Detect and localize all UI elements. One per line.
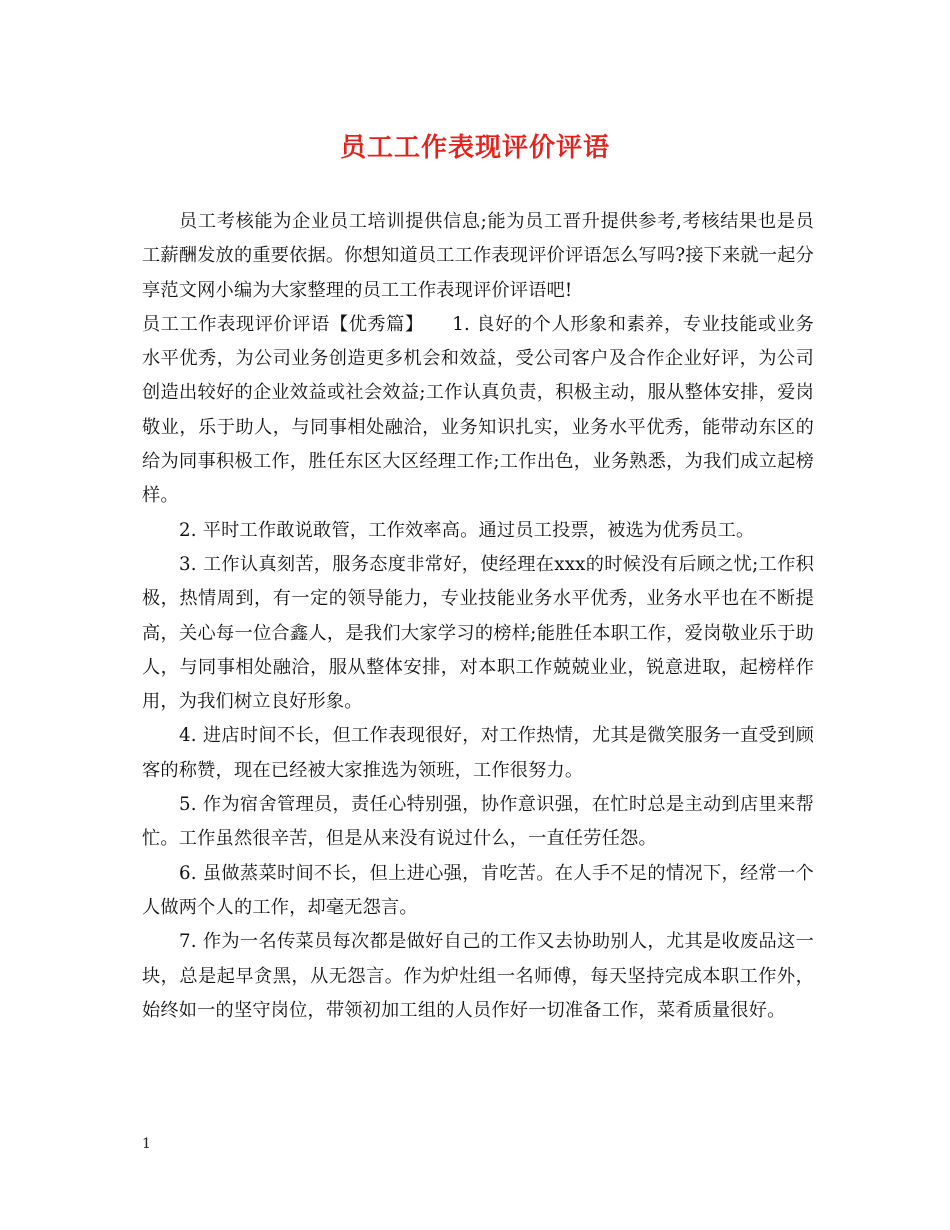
section-paragraph-1: 员工工作表现评价评语【优秀篇】 1. 良好的个人形象和素养，专业技能或业务水平优秀，为公司业务创造更多机会和效益，受公司客户及合作企业好评，为公司创造出较好的企业效益或社会效益;工作认真负责，积极主动，服从整体安排，爱岗敬业，乐于助人，与同事相处融洽，业务知识扎实，业务水平优秀，能带动东区的给为同事积极工作，胜任东区大区经理工作;工作出色，业务熟悉，为我们成立起榜样。 xyxy=(142,313,814,507)
section-paragraph-5: 5. 作为宿舍管理员，责任心特别强，协作意识强，在忙时总是主动到店里来帮忙。工作虽然很辛苦，但是从来没有说过什么，一直任劳任怨。 xyxy=(142,794,814,850)
intro-paragraph: 员工考核能为企业员工培训提供信息;能为员工晋升提供参考,考核结果也是员工薪酬发放的重要依据。你想知道员工工作表现评价评语怎么写吗?接下来就一起分享范文网小编为大家整理的员工工作表现评价评语吧! xyxy=(142,211,814,301)
page-number: 1 xyxy=(142,1136,151,1152)
section-paragraph-7: 7. 作为一名传菜员每次都是做好自己的工作又去协助别人，尤其是收废品这一块，总是起早贪黑，从无怨言。作为炉灶组一名师傅，每天坚持完成本职工作外，始终如一的坚守岗位，带领初加工组的人员作好一切准备工作，菜肴质量很好。 xyxy=(142,931,814,1021)
document-body xyxy=(142,205,814,1028)
document-title: 员工工作表现评价评语 xyxy=(339,133,610,163)
section-paragraph-6: 6. 虽做蒸菜时间不长，但上进心强，肯吃苦。在人手不足的情况下，经常一个人做两个人的工作，却毫无怨言。 xyxy=(142,862,814,918)
section-paragraph-3: 3. 工作认真刻苦，服务态度非常好，使经理在xxx的时候没有后顾之忧;工作积极，热情周到，有一定的领导能力，专业技能业务水平优秀，业务水平也在不断提高，关心每一位合鑫人，是我们大家学习的榜样;能胜任本职工作，爱岗敬业乐于助人，与同事相处融洽，服从整体安排，对本职工作兢兢业业，锐意进取，起榜样作用，为我们树立良好形象。 xyxy=(142,553,814,713)
section-paragraph-4: 4. 进店时间不长，但工作表现很好，对工作热情，尤其是微笑服务一直受到顾客的称赞，现在已经被大家推选为领班，工作很努力。 xyxy=(142,725,814,781)
section-paragraph-2: 2. 平时工作敢说敢管，工作效率高。通过员工投票，被选为优秀员工。 xyxy=(179,519,755,541)
